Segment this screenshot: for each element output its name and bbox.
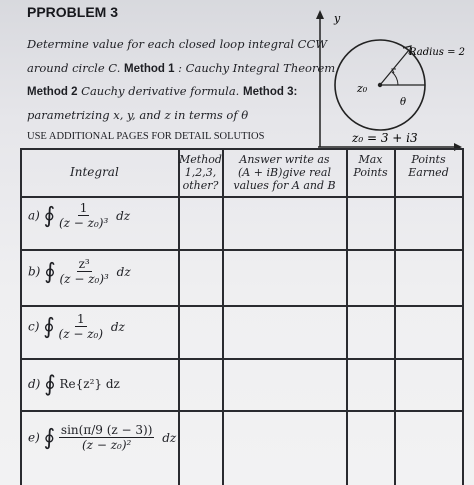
radius-label: Radius = 2 xyxy=(409,47,465,58)
circle-diagram xyxy=(0,0,474,160)
table-row-divider xyxy=(20,249,464,251)
instruction-line-4: parametrizing x, y, and z in terms of θ xyxy=(27,108,249,122)
integral-row-c xyxy=(28,313,125,341)
header-points-earned xyxy=(395,153,462,179)
points-earned-cell[interactable] xyxy=(396,198,461,248)
center-label: z₀ xyxy=(357,82,368,95)
contour-integral-icon: ∮ xyxy=(44,259,56,285)
table-column-divider xyxy=(20,148,22,485)
instruction-text: around circle C. xyxy=(27,61,125,75)
integrand-denominator: (z − z₀) xyxy=(58,327,104,341)
integral-row-d xyxy=(28,372,120,397)
header-answer-line: (A + iB)give real xyxy=(238,166,331,179)
differential: dz xyxy=(162,430,177,445)
row-label: d) xyxy=(28,377,41,391)
method-3-label: Method 3: xyxy=(243,86,298,98)
contour-integral-icon: ∮ xyxy=(43,203,56,229)
row-label: b) xyxy=(28,264,41,279)
y-axis-label: y xyxy=(334,12,341,25)
integral-row-e xyxy=(28,424,176,452)
table-border-top xyxy=(20,148,464,150)
header-points-earned-line: Points xyxy=(411,153,446,166)
integrand-numerator: 1 xyxy=(79,201,88,215)
instruction-text: : Cauchy Integral Theorem xyxy=(174,61,336,75)
integrand-numerator: z³ xyxy=(78,257,90,271)
integrand-fraction xyxy=(59,313,104,341)
integral-row-a xyxy=(28,202,130,230)
integrand-fraction xyxy=(59,202,108,230)
contour-integral-icon: ∮ xyxy=(43,425,56,451)
integrand-fraction xyxy=(60,258,109,286)
table-row-divider xyxy=(20,410,464,412)
header-points-earned-line: Earned xyxy=(408,166,449,179)
y-axis-arrow xyxy=(316,10,324,19)
x-axis-arrow xyxy=(454,143,462,151)
header-method-line: Method xyxy=(179,153,222,166)
method-cell[interactable] xyxy=(180,198,221,248)
header-answer xyxy=(223,153,346,192)
differential: dz xyxy=(110,319,125,334)
contour-integral-icon: ∮ xyxy=(43,314,55,340)
row-label: e) xyxy=(28,430,40,445)
row-label: c) xyxy=(28,319,40,334)
additional-pages-note: USE ADDITIONAL PAGES FOR DETAIL SOLUTIOS xyxy=(27,131,265,142)
header-answer-line: Answer write as xyxy=(239,153,330,166)
integrand-numerator: 1 xyxy=(76,312,85,326)
center-value: z₀ = 3 + i3 xyxy=(352,131,418,145)
integrand-numerator: sin(π/9 (z − 3)) xyxy=(60,423,153,437)
differential: dz xyxy=(116,264,131,279)
integrand-denominator: (z − z₀)² xyxy=(82,438,132,452)
table-row-divider xyxy=(20,305,464,307)
radius-line xyxy=(380,50,409,85)
answer-cell[interactable] xyxy=(224,198,345,248)
header-max-points-line: Max xyxy=(358,153,383,166)
header-answer-line: values for A and B xyxy=(233,179,336,192)
integrand-denominator: (z − z₀)³ xyxy=(58,216,109,230)
table-column-divider xyxy=(462,148,464,485)
table-row-divider xyxy=(20,358,464,360)
instruction-text: Cauchy derivative formula. xyxy=(77,84,243,98)
header-method xyxy=(179,153,222,192)
method-2-label: Method 2 xyxy=(27,86,78,98)
header-method-line: other? xyxy=(182,179,219,192)
problem-title: PPROBLEM 3 xyxy=(27,4,119,20)
max-points-cell[interactable] xyxy=(348,198,393,248)
method-1-label: Method 1 xyxy=(124,63,175,75)
instruction-line-1: Determine value for each closed loop integral CCW xyxy=(27,37,328,51)
theta-label: θ xyxy=(400,97,407,108)
integral-row-b xyxy=(28,258,131,286)
header-max-points xyxy=(347,153,394,179)
contour-integral-icon: ∮ xyxy=(44,372,56,397)
row-label: a) xyxy=(28,208,40,223)
header-method-line: 1,2,3, xyxy=(184,166,217,179)
integrand-fraction xyxy=(59,424,154,452)
integrand-expression: Re{z²} dz xyxy=(59,377,120,391)
header-max-points-line: Points xyxy=(353,166,388,179)
differential: dz xyxy=(116,208,131,223)
theta-arc xyxy=(392,72,398,85)
integrand-denominator: (z − z₀)³ xyxy=(59,272,109,286)
header-integral: Integral xyxy=(70,165,119,179)
